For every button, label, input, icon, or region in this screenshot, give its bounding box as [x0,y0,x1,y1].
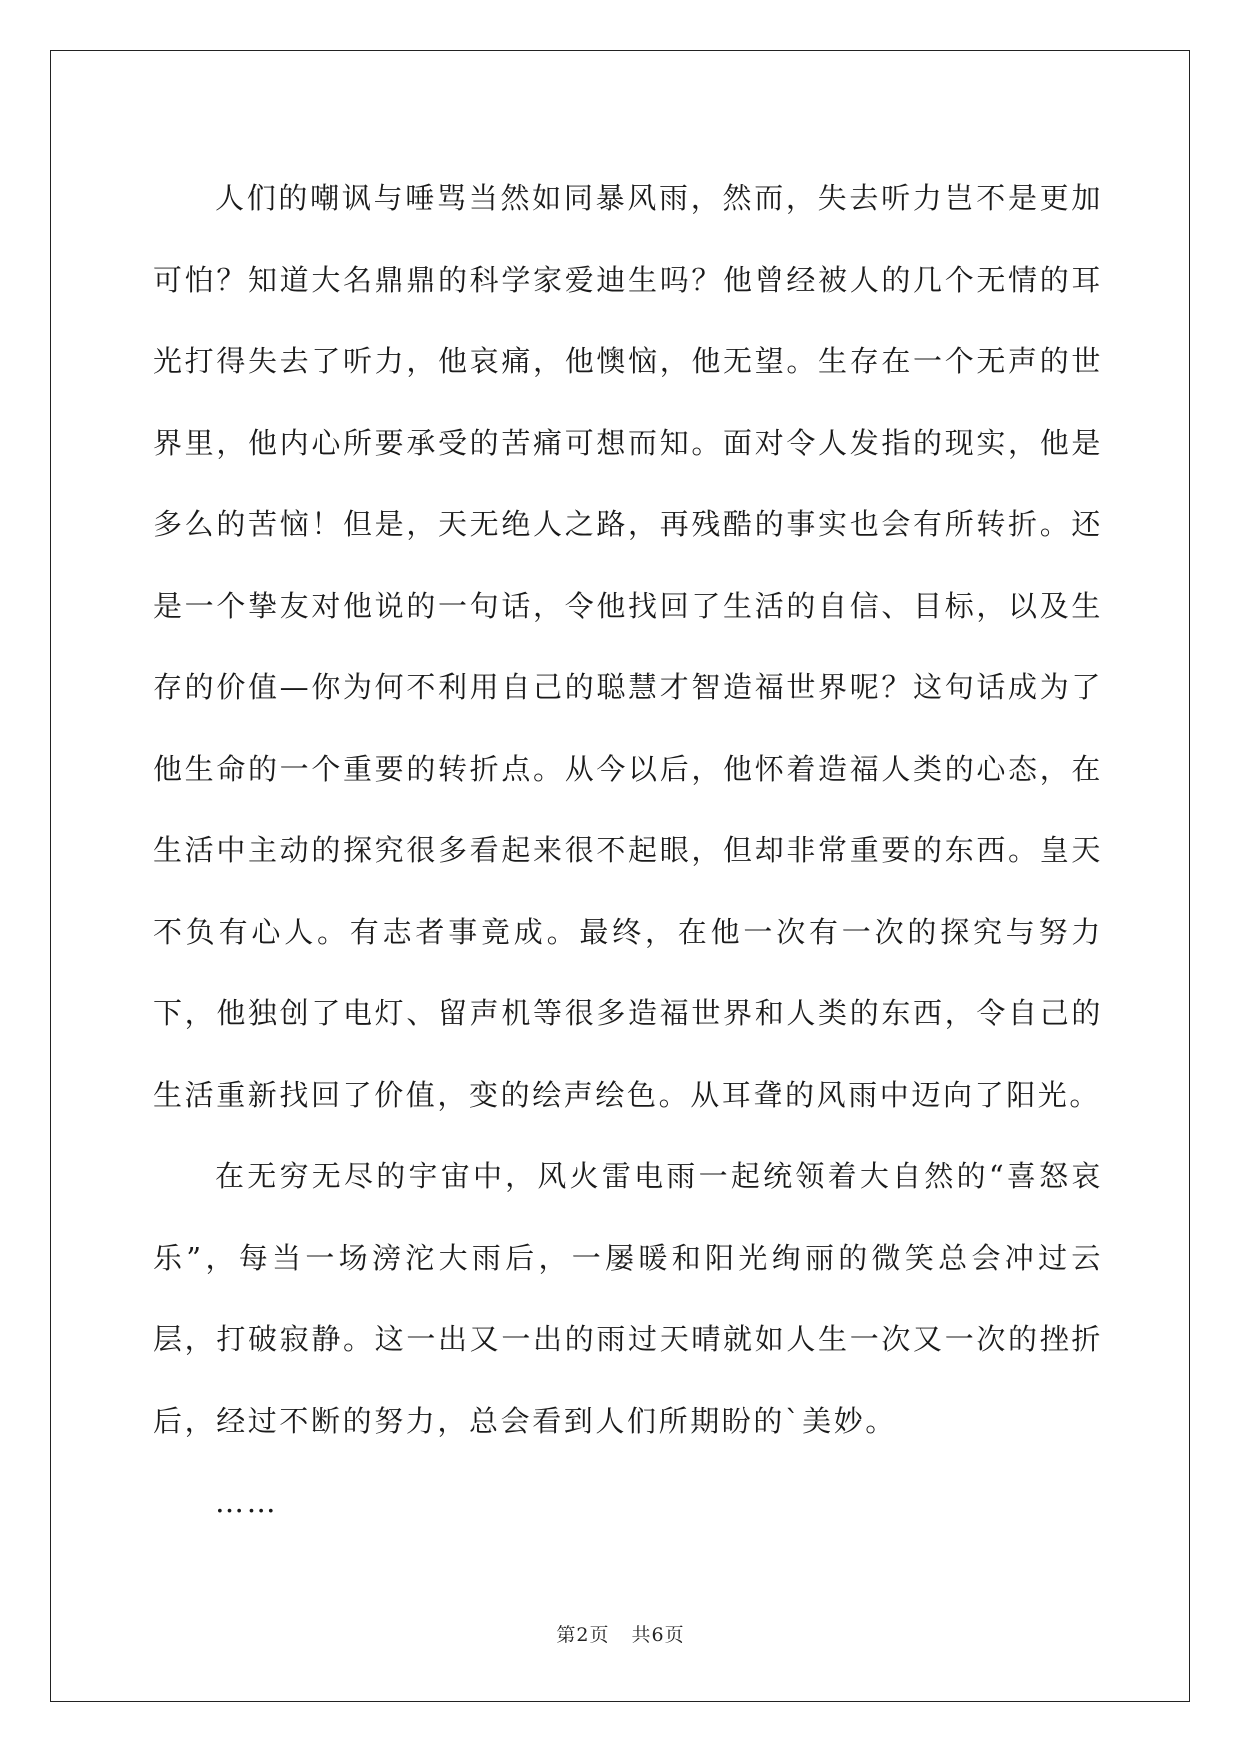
page-footer [0,1620,1241,1647]
paragraph-1: 人们的嘲讽与唾骂当然如同暴风雨，然而，失去听力岂不是更加可怕？知道大名鼎鼎的科学家爱迪生吗？他曾经被人的几个无情的耳光打得失去了听力，他哀痛，他懊恼，他无望。生存在一个无声的世界里，他内心所要承受的苦痛可想而知。面对令人发指的现实，他是多么的苦恼！但是，天无绝人之路，再残酷的事实也会有所转折。还是一个挚友对他说的一句话，令他找回了生活的自信、目标，以及生存的价值—你为何不利用自己的聪慧才智造福世界呢？这句话成为了他生命的一个重要的转折点。从今以后，他怀着造福人类的心态，在生活中主动的探究很多看起来很不起眼，但却非常重要的东西。皇天不负有心人。有志者事竟成。最终，在他一次有一次的探究与努力下，他独创了电灯、留声机等很多造福世界和人类的东西，令自己的生活重新找回了价值，变的绘声绘色。从耳聋的风雨中迈向了阳光。 [153,181,1103,1112]
total-pages-label: 共6页 [631,1624,685,1646]
current-page-label: 第2页 [556,1624,610,1646]
paragraph-ellipsis: …… [215,1485,279,1519]
document-body [153,158,1103,1544]
paragraph-2: 在无穷无尽的宇宙中，风火雷电雨一起统领着大自然的“喜怒哀乐”，每当一场滂沱大雨后，一屡暖和阳光绚丽的微笑总会冲过云层，打破寂静。这一出又一出的雨过天晴就如人生一次又一次的挫折后，经过不断的努力，总会看到人们所期盼的`美妙。 [153,1159,1103,1438]
